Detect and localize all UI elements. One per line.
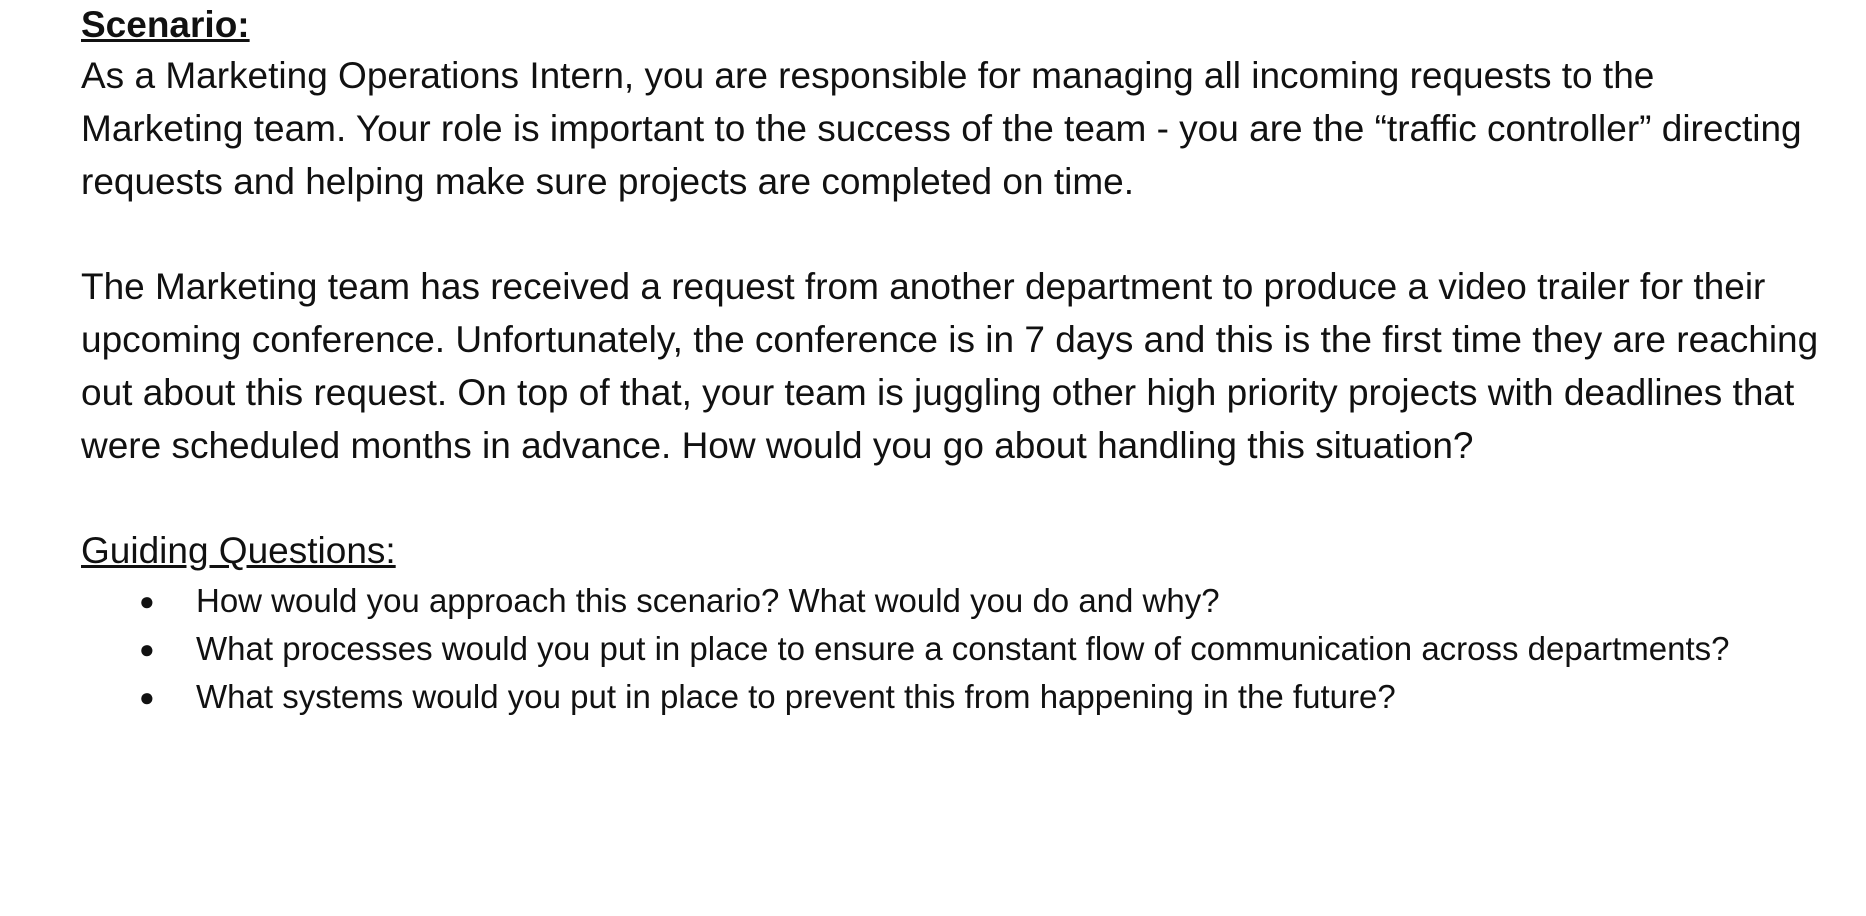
bullet-icon: ● <box>139 586 155 616</box>
scenario-paragraph-request: The Marketing team has received a request from another department to produce a video trailer for their upcoming conference. Unfortunately, the conference is in 7 days and this is the first time they are reaching out about this request. On top of that, your team is juggling other high priority projects with deadlines that were scheduled months in advance. How would you go about handling this situation? <box>81 266 1819 466</box>
question-text: What processes would you put in place to ensure a constant flow of communication across departments? <box>196 630 1730 667</box>
question-text: What systems would you put in place to prevent this from happening in the future? <box>196 678 1396 715</box>
list-item <box>81 577 1821 625</box>
guiding-questions-heading: Guiding Questions: <box>81 530 396 571</box>
bullet-icon: ● <box>139 634 155 664</box>
list-item <box>81 625 1821 673</box>
question-text: How would you approach this scenario? What would you do and why? <box>196 582 1220 619</box>
list-item <box>81 673 1821 721</box>
guiding-questions-list <box>81 577 1821 721</box>
scenario-paragraph-role: As a Marketing Operations Intern, you are responsible for managing all incoming requests to the Marketing team. Your role is important to the success of the team - you are the “traffic controller” directing requests and helping make sure projects are completed on time. <box>81 55 1802 202</box>
document-body <box>81 0 1821 721</box>
bullet-icon: ● <box>139 682 155 712</box>
scenario-heading: Scenario: <box>81 4 250 45</box>
